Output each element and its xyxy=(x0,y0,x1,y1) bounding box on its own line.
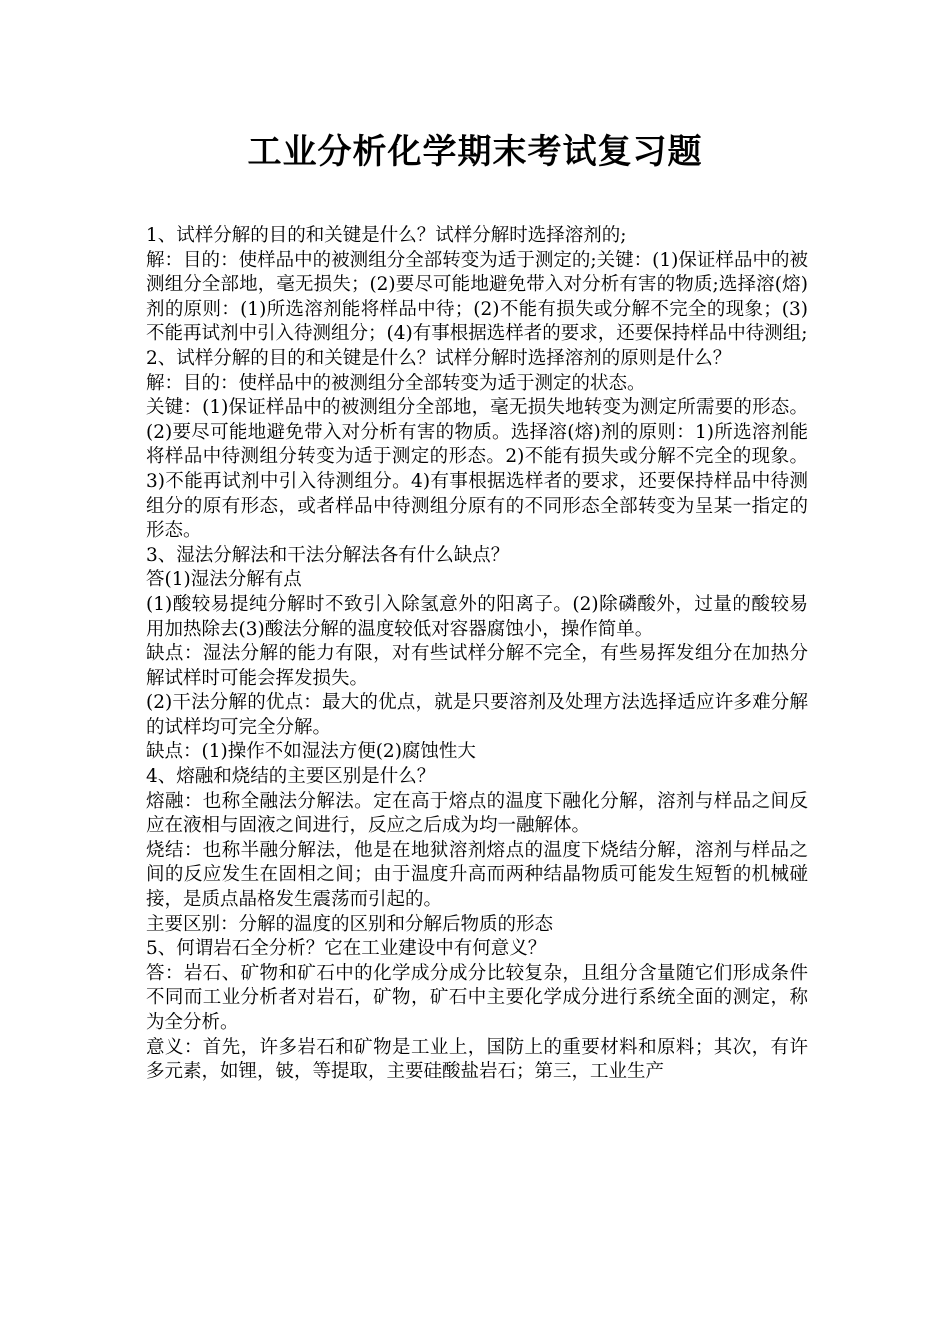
paragraph: 缺点：湿法分解的能力有限，对有些试样分解不完全，有些易挥发组分在加热分解试样时可能会挥发损失。 xyxy=(146,643,808,689)
paragraph: 关键：(1)保证样品中的被测组分全部地，毫无损失地转变为测定所需要的形态。(2)要尽可能地避免带入对分析有害的物质。选择溶(熔)剂的原则：1)所选溶剂能将样品中待测组分转变为适于测定的形态。2)不能有损失或分解不完全的现象。3)不能再试剂中引入待测组分。4)有事根据选样者的要求，还要保持样品中待测组分的原有形态，或者样品中待测组分原有的不同形态全部转变为呈某一指定的形态。 xyxy=(146,397,808,542)
paragraph: 1、试样分解的目的和关键是什么？试样分解时选择溶剂的; xyxy=(146,225,627,246)
paragraph: 5、何谓岩石全分析？它在工业建设中有何意义？ xyxy=(146,938,547,960)
paragraph: 3、湿法分解法和干法分解法各有什么缺点？ xyxy=(146,544,510,566)
paragraph: 意义：首先，许多岩石和矿物是工业上，国防上的重要材料和原料；其次，有许多元素，如锂，铍，等提取，主要硅酸盐岩石；第三，工业生产 xyxy=(146,1036,808,1083)
paragraph: (1)酸较易提纯分解时不致引入除氢意外的阳离子。(2)除磷酸外，过量的酸较易用加热除去(3)酸法分解的温度较低对容器腐蚀小，操作简单。 xyxy=(146,593,808,640)
paragraph: 4、熔融和烧结的主要区别是什么？ xyxy=(146,766,436,788)
paragraph: 熔融：也称全融法分解法。定在高于熔点的温度下融化分解，溶剂与样品之间反应在液相与固液之间进行，反应之后成为均一融解体。 xyxy=(146,790,808,837)
document-body xyxy=(146,224,808,1085)
paragraph: 2、试样分解的目的和关键是什么？试样分解时选择溶剂的原则是什么？ xyxy=(146,347,732,369)
paragraph: 缺点：(1)操作不如湿法方便(2)腐蚀性大 xyxy=(146,741,476,763)
paragraph: (2)干法分解的优点：最大的优点，就是只要溶剂及处理方法选择适应许多难分解的试样均可完全分解。 xyxy=(146,692,808,738)
paragraph: 主要区别：分解的温度的区别和分解后物质的形态 xyxy=(146,913,554,935)
paragraph: 烧结：也称半融分解法，他是在地狱溶剂熔点的温度下烧结分解，溶剂与样品之间的反应发生在固相之间；由于温度升高而两种结晶物质可能发生短暂的机械碰接，是质点晶格发生震荡而引起的。 xyxy=(146,839,808,911)
paragraph: 答(1)湿法分解有点 xyxy=(146,569,302,591)
paragraph: 解：目的：使样品中的被测组分全部转变为适于测定的状态。 xyxy=(146,372,646,394)
paragraph: 解：目的：使样品中的被测组分全部转变为适于测定的;关键：(1)保证样品中的被测组分全部地，毫无损失；(2)要尽可能地避免带入对分析有害的物质;选择溶(熔)剂的原则：(1)所选溶剂能将样品中待；(2)不能有损失或分解不完全的现象；(3)不能再试剂中引入待测组分；(4)有事根据选样者的要求，还要保持样品中待测组; xyxy=(146,249,808,345)
document-title: 工业分析化学期末考试复习题 xyxy=(247,132,703,172)
paragraph: 答：岩石、矿物和矿石中的化学成分成分比较复杂，且组分含量随它们形成条件不同而工业分析者对岩石，矿物，矿石中主要化学成分进行系统全面的测定，称为全分析。 xyxy=(146,962,808,1033)
